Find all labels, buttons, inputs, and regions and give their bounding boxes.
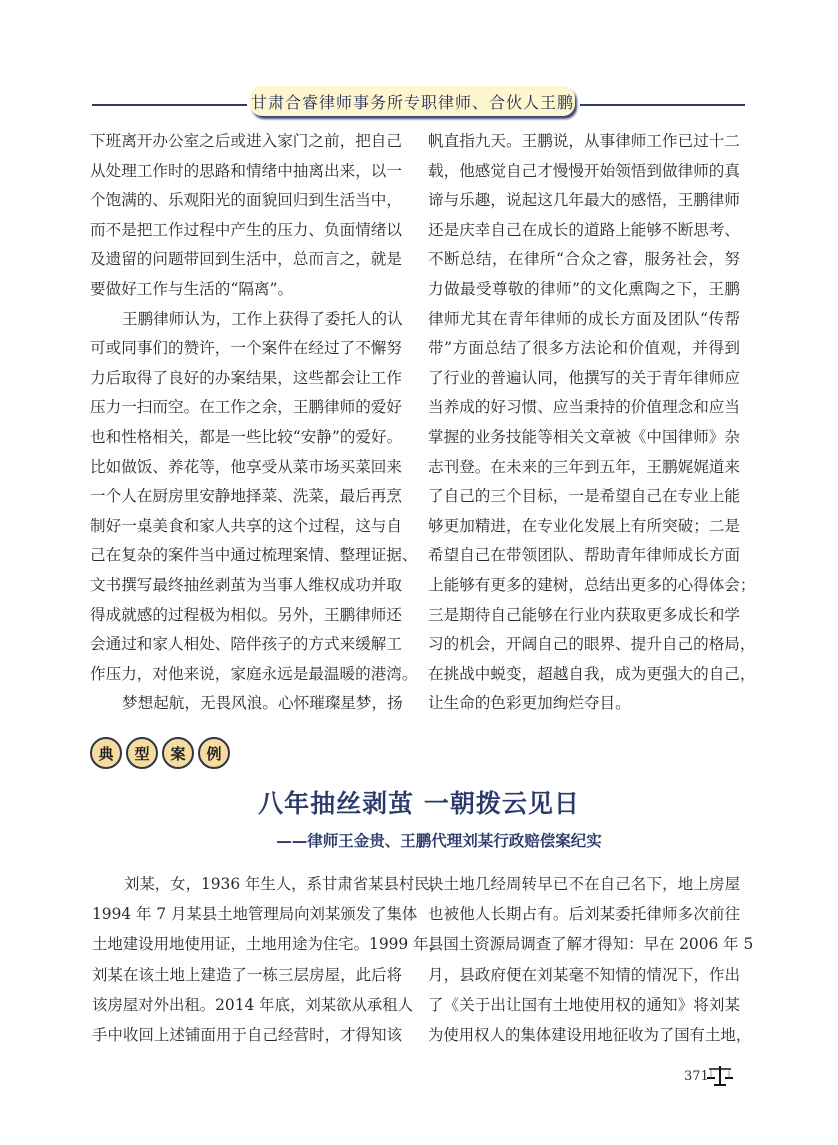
text-line: 载，他感觉自己才慢慢开始领悟到做律师的真 [428,161,740,180]
text-line: 了行业的普遍认同，他撰写的关于青年律师应 [428,368,740,387]
text-line: 谛与乐趣，说起这几年最大的感悟，王鹏律师 [428,191,740,210]
text-line: 律师尤其在青年律师的成长方面及团队“传帮 [428,309,740,328]
text-line: 得成就感的过程极为相似。另外，王鹏律师还 [90,605,402,624]
text-line: 志刊登。在未来的三年到五年，王鹏娓娓道来 [428,457,740,476]
text-line: 下班离开办公室之后或进入家门之前，把自己 [90,132,402,150]
text-line: 也被他人长期占有。后刘某委托律师多次前往 [428,905,740,924]
text-line: 梦想起航，无畏风浪。心怀璀璨星梦，扬 [122,694,403,713]
text-line: 力做最受尊敬的律师”的文化熏陶之下，王鹏 [428,279,740,298]
text-line: 三是期待自己能够在行业内获取更多成长和学 [428,605,740,624]
text-line: 了自己的三个目标，一是希望自己在专业上能 [428,487,740,506]
section-badge: 案 [162,737,194,769]
text-line: 块土地几经周转早已不在自己名下，地上房屋 [428,875,740,893]
text-line: 及遗留的问题带回到生活中，总而言之，就是 [90,250,402,269]
article-subtitle: ——律师王金贵、王鹏代理刘某行政赔偿案纪实 [276,832,602,850]
text-line: 为使用权人的集体建设用地征收为了国有土地， [428,1025,752,1044]
section-badges [90,737,230,769]
article2-left-column [92,869,446,1050]
text-line: 不断总结，在律所“合众之睿，服务社会，努 [428,250,740,269]
text-line: 从处理工作时的思路和情绪中抽离出来，以一 [90,161,402,180]
text-line: 希望自己在带领团队、帮助青年律师成长方面 [428,546,740,565]
text-line: 个饱满的、乐观阳光的面貌回归到生活当中， [90,191,402,210]
text-line: 制好一桌美食和家人共享的这个过程，这与自 [90,516,402,535]
section-badge: 典 [90,737,122,769]
article-title: 八年抽丝剥茧 一朝拨云见日 [258,789,580,818]
text-line: 月，县政府便在刘某毫不知情的情况下，作出 [428,965,740,984]
text-line: 让生命的色彩更加绚烂夺目。 [428,694,631,713]
header-banner: 甘肃合睿律师事务所专职律师、合伙人王鹏 [250,86,575,116]
text-line: 作压力，对他来说，家庭永远是最温暖的港湾。 [90,664,418,683]
text-line: 习的机会，开阔自己的眼界、提升自己的格局， [428,635,756,654]
text-line: 要做好工作与生活的“隔离”。 [90,279,294,298]
text-line: 还是庆幸自己在成长的道路上能够不断思考、 [428,220,740,239]
article1-left-column [90,127,418,719]
text-line: 己在复杂的案件当中通过梳理案情、整理证据、 [90,546,418,565]
text-line: 1994 年 7 月某县土地管理局向刘某颁发了集体 [92,905,418,924]
text-line: 文书撰写最终抽丝剥茧为当事人维权成功并取 [90,575,402,594]
text-line: 县国土资源局调查了解才得知：早在 2006 年 5 [428,935,754,954]
text-line: 也和性格相关，都是一些比较“安静”的爱好。 [90,427,403,446]
text-line: 该房屋对外出租。2014 年底，刘某欲从承租人 [92,995,414,1014]
text-line: 可或同事们的赞许，一个案件在经过了不懈努 [90,339,402,358]
section-badge: 例 [198,737,230,769]
article2-right-column [428,869,754,1050]
scales-of-justice-icon [706,1064,734,1088]
text-line: 手中收回上述铺面用于自己经营时，才得知该 [92,1025,402,1044]
header-rule-right [580,104,745,106]
text-line: 上能够有更多的建树，总结出更多的心得体会； [428,575,756,594]
text-line: 而不是把工作过程中产生的压力、负面情绪以 [90,220,402,239]
text-line: 在挑战中蜕变，超越自我，成为更强大的自己， [428,664,756,683]
text-line: 王鹏律师认为，工作上获得了委托人的认 [122,309,403,328]
text-line: 带”方面总结了很多方法论和价值观，并得到 [428,339,740,358]
text-line: 了《关于出让国有土地使用权的通知》将刘某 [428,995,740,1014]
header-rule-left [92,104,247,106]
text-line: 帆直指九天。王鹏说，从事律师工作已过十二 [428,132,740,150]
text-line: 会通过和家人相处、陪伴孩子的方式来缓解工 [90,635,402,654]
text-line: 刘某在该土地上建造了一栋三层房屋，此后将 [92,965,402,984]
text-line: 一个人在厨房里安静地择菜、洗菜，最后再烹 [90,487,402,506]
text-line: 力后取得了良好的办案结果，这些都会让工作 [90,368,402,387]
page-number: 371 [684,1069,709,1084]
text-line: 土地建设用地使用证，土地用途为住宅。1999 年， [92,935,444,954]
text-line: 比如做饭、养花等，他享受从菜市场买菜回来 [90,457,402,476]
article1-right-column [428,127,756,719]
text-line: 当养成的好习惯、应当秉持的价值理念和应当 [428,398,740,417]
text-line: 刘某，女，1936 年生人，系甘肃省某县村民， [124,875,446,893]
text-line: 掌握的业务技能等相关文章被《中国律师》杂 [428,427,740,446]
text-line: 够更加精进，在专业化发展上有所突破；二是 [428,516,740,535]
section-badge: 型 [126,737,158,769]
text-line: 压力一扫而空。在工作之余，王鹏律师的爱好 [90,398,402,417]
